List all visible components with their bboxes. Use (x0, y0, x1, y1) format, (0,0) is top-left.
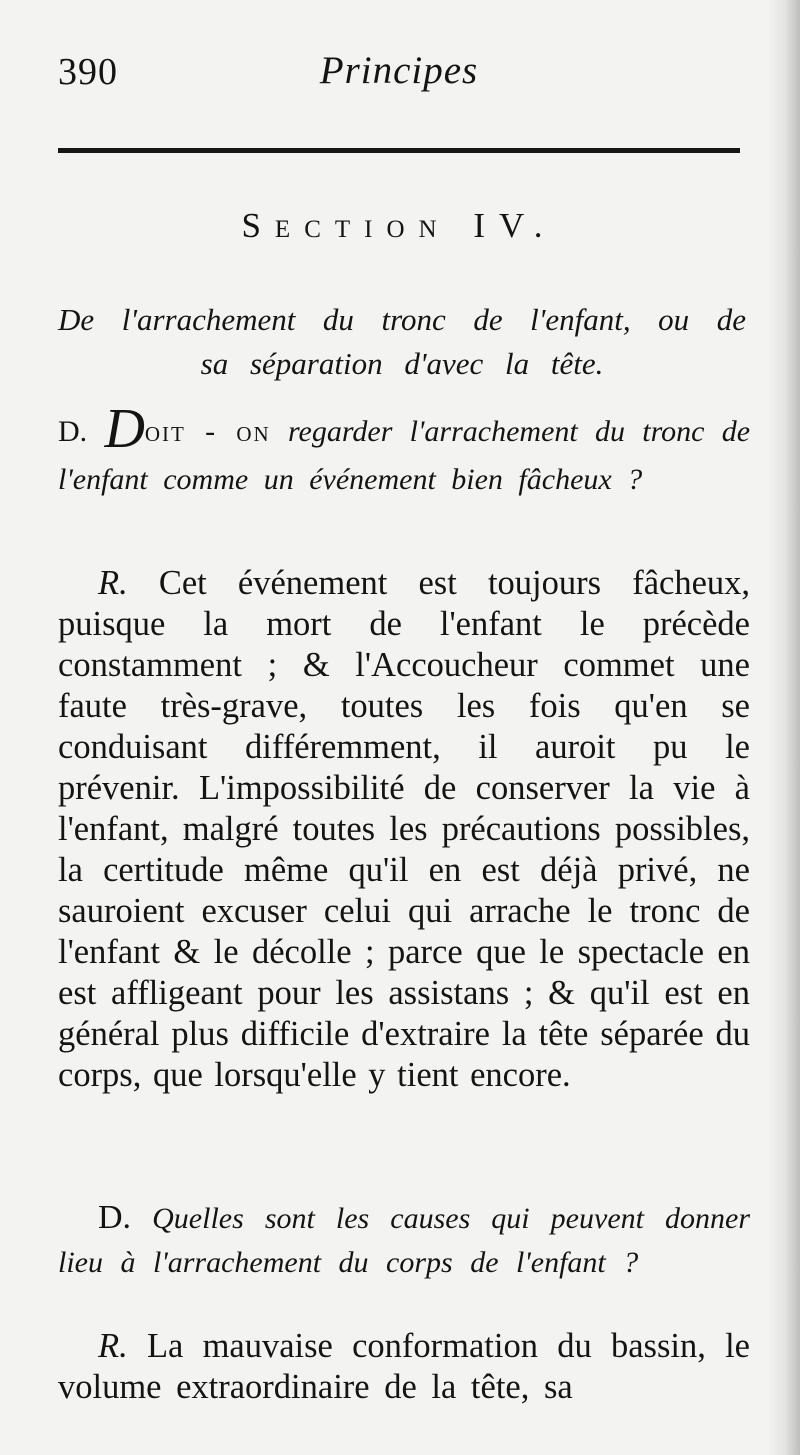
question-1-dropcap: D (104, 398, 145, 460)
page-number: 390 (58, 51, 118, 93)
page-edge-shadow (766, 0, 800, 1455)
answer-2-lead: R. (98, 1327, 128, 1365)
answer-1 (58, 563, 750, 1096)
question-1-smallcaps: oit - on (144, 415, 271, 448)
answer-1-lead: R. (98, 564, 128, 602)
question-2-lead: D. (98, 1199, 132, 1236)
section-heading: Section IV. (241, 206, 557, 245)
question-1-lead: D. (58, 415, 88, 448)
question-1 (58, 398, 751, 504)
page-header (58, 44, 740, 104)
answer-2 (58, 1326, 750, 1408)
section-title: De l'arrachement du tronc de l'enfant, ou de sa séparation d'avec la tête. (58, 302, 746, 381)
question-2 (58, 1196, 750, 1285)
answer-2-text: La mauvaise conformation du bassin, le volume extraordinaire de la tête, sa (58, 1327, 750, 1406)
running-head: Principes (319, 49, 479, 92)
question-2-text: Quelles sont les causes qui peuvent donner lieu à l'arrachement du corps de l'enfant ? (58, 1202, 751, 1279)
header-rule (58, 148, 740, 153)
answer-1-text: Cet événement est toujours fâcheux, puisque la mort de l'enfant le précède constamment ; & l'Accoucheur commet une faute très-grave, toutes les fois qu'en se conduisant différemment, il auroit pu le prévenir. L'impossibilité de conserver la vie à l'enfant, malgré toutes les précautions possibles, la certitude même qu'il en est déjà privé, ne sauroient excuser celui qui arrache le tronc de l'enfant & le décolle ; parce que le spectacle en est affligeant pour les assistans ; & qu'il est en général plus difficile d'extraire la tête séparée du corps, que lorsqu'elle y tient encore. (58, 564, 751, 1094)
question-1-text: regarder l'arrachement du tronc de l'enfant comme un événement bien fâcheux ? (58, 415, 751, 496)
